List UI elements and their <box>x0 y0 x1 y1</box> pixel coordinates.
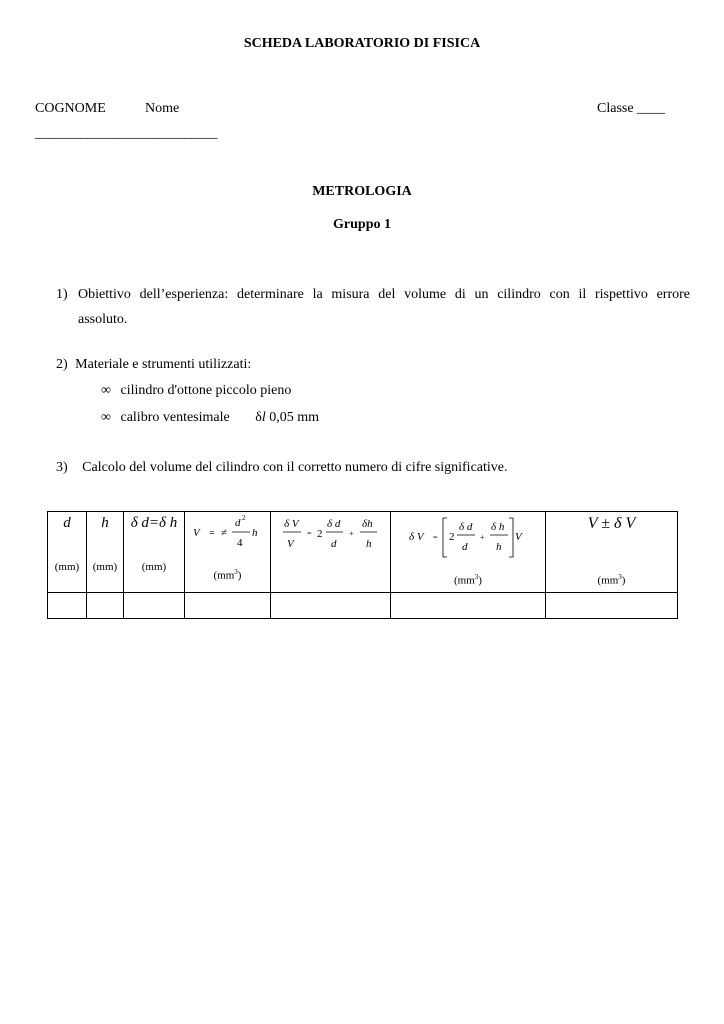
formula-d: d <box>235 517 241 529</box>
col-d-unit: (mm) <box>54 561 80 573</box>
page-title: SCHEDA LABORATORIO DI FISICA <box>243 36 481 51</box>
formula-v: V <box>515 531 522 543</box>
col-relative-error-header <box>271 511 390 591</box>
item-3-text: Calcolo del volume del cilindro con il corretto numero di cifre significative. <box>82 460 508 475</box>
item-2-number: 2) <box>56 357 68 372</box>
table-data-row[interactable] <box>47 592 678 619</box>
col-h-symbol: h <box>101 515 109 531</box>
bullet-item-2 <box>101 410 319 426</box>
item-3 <box>56 460 507 476</box>
bullet-item-1-text: cilindro d'ottone piccolo pieno <box>120 383 292 398</box>
length-symbol: l <box>261 410 266 425</box>
col-d-header <box>48 511 86 591</box>
precision-value: 0,05 mm <box>265 410 319 425</box>
formula-dh: δ h <box>491 521 505 533</box>
formula-four: 4 <box>237 537 243 549</box>
formula-h: h <box>366 538 372 550</box>
formula-dh: δh <box>362 518 373 530</box>
item-1 <box>56 282 690 332</box>
formula-dd: δ d <box>327 518 341 530</box>
formula-d: d <box>462 541 468 553</box>
col-error-unit: (mm) <box>141 561 167 573</box>
right-bracket-icon <box>509 518 513 557</box>
col-h-unit: (mm) <box>92 561 118 573</box>
group-label: Gruppo 1 <box>333 217 391 232</box>
item-2 <box>56 357 251 373</box>
volume-formula <box>185 511 270 556</box>
formula-pi: ≠ <box>221 527 228 539</box>
formula-eq: = <box>209 528 215 539</box>
col-volume-header <box>185 511 270 591</box>
formula-d: d <box>331 538 337 550</box>
data-table <box>47 511 678 619</box>
cognome-label: COGNOME <box>35 101 106 116</box>
left-bracket-icon <box>443 518 447 557</box>
col-absolute-error-unit: $(mm^3)$ <box>454 573 482 587</box>
col-h-header <box>87 511 123 591</box>
infinity-bullet-icon: ∞ <box>101 410 111 425</box>
formula-v: V <box>287 538 294 550</box>
col-volume-unit: $(mm^3)$ <box>213 568 242 582</box>
item-1-text-line1: Obiettivo dell’esperienza: determinare la misura del volume di un cilindro con il rispettivo errore <box>78 287 690 302</box>
name-underline: ____________________________ <box>35 126 217 141</box>
formula-two: 2 <box>317 528 323 540</box>
formula-plus: + <box>349 529 354 538</box>
formula-sq: 2 <box>242 514 246 522</box>
col-error-header <box>124 511 184 591</box>
formula-dv: δ V <box>409 531 424 543</box>
formula-dd: δ d <box>459 521 473 533</box>
absolute-error-formula <box>391 511 545 561</box>
col-error-symbol: δ d=δ h <box>130 515 178 531</box>
formula-two: 2 <box>449 531 455 543</box>
delta-symbol: δ <box>255 410 262 425</box>
col-result-header <box>546 511 677 591</box>
bullet-item-1 <box>101 383 291 399</box>
formula-v: V <box>193 527 200 539</box>
bullet-item-2-text: calibro ventesimale <box>120 410 230 425</box>
item-1-text-line2: assoluto. <box>78 312 128 327</box>
col-absolute-error-header <box>391 511 545 591</box>
formula-eq: = <box>433 533 438 542</box>
classe-label: Classe ____ <box>597 101 666 116</box>
col-result-symbol: V ± δ V <box>587 515 636 532</box>
infinity-bullet-icon: ∞ <box>101 383 111 398</box>
nome-label: Nome <box>145 101 180 116</box>
relative-error-formula <box>271 511 390 556</box>
formula-eq: = <box>307 529 312 538</box>
item-3-number: 3) <box>56 460 68 475</box>
item-2-text: Materiale e strumenti utilizzati: <box>75 357 252 372</box>
formula-h: h <box>496 541 502 553</box>
col-d-symbol: d <box>63 515 71 531</box>
formula-plus: + <box>480 533 485 542</box>
col-result-unit: $(mm^3)$ <box>597 573 626 587</box>
formula-h: h <box>252 527 258 539</box>
section-title: METROLOGIA <box>312 184 412 199</box>
item-1-number: 1) <box>56 287 68 302</box>
formula-dv: δ V <box>284 518 299 530</box>
